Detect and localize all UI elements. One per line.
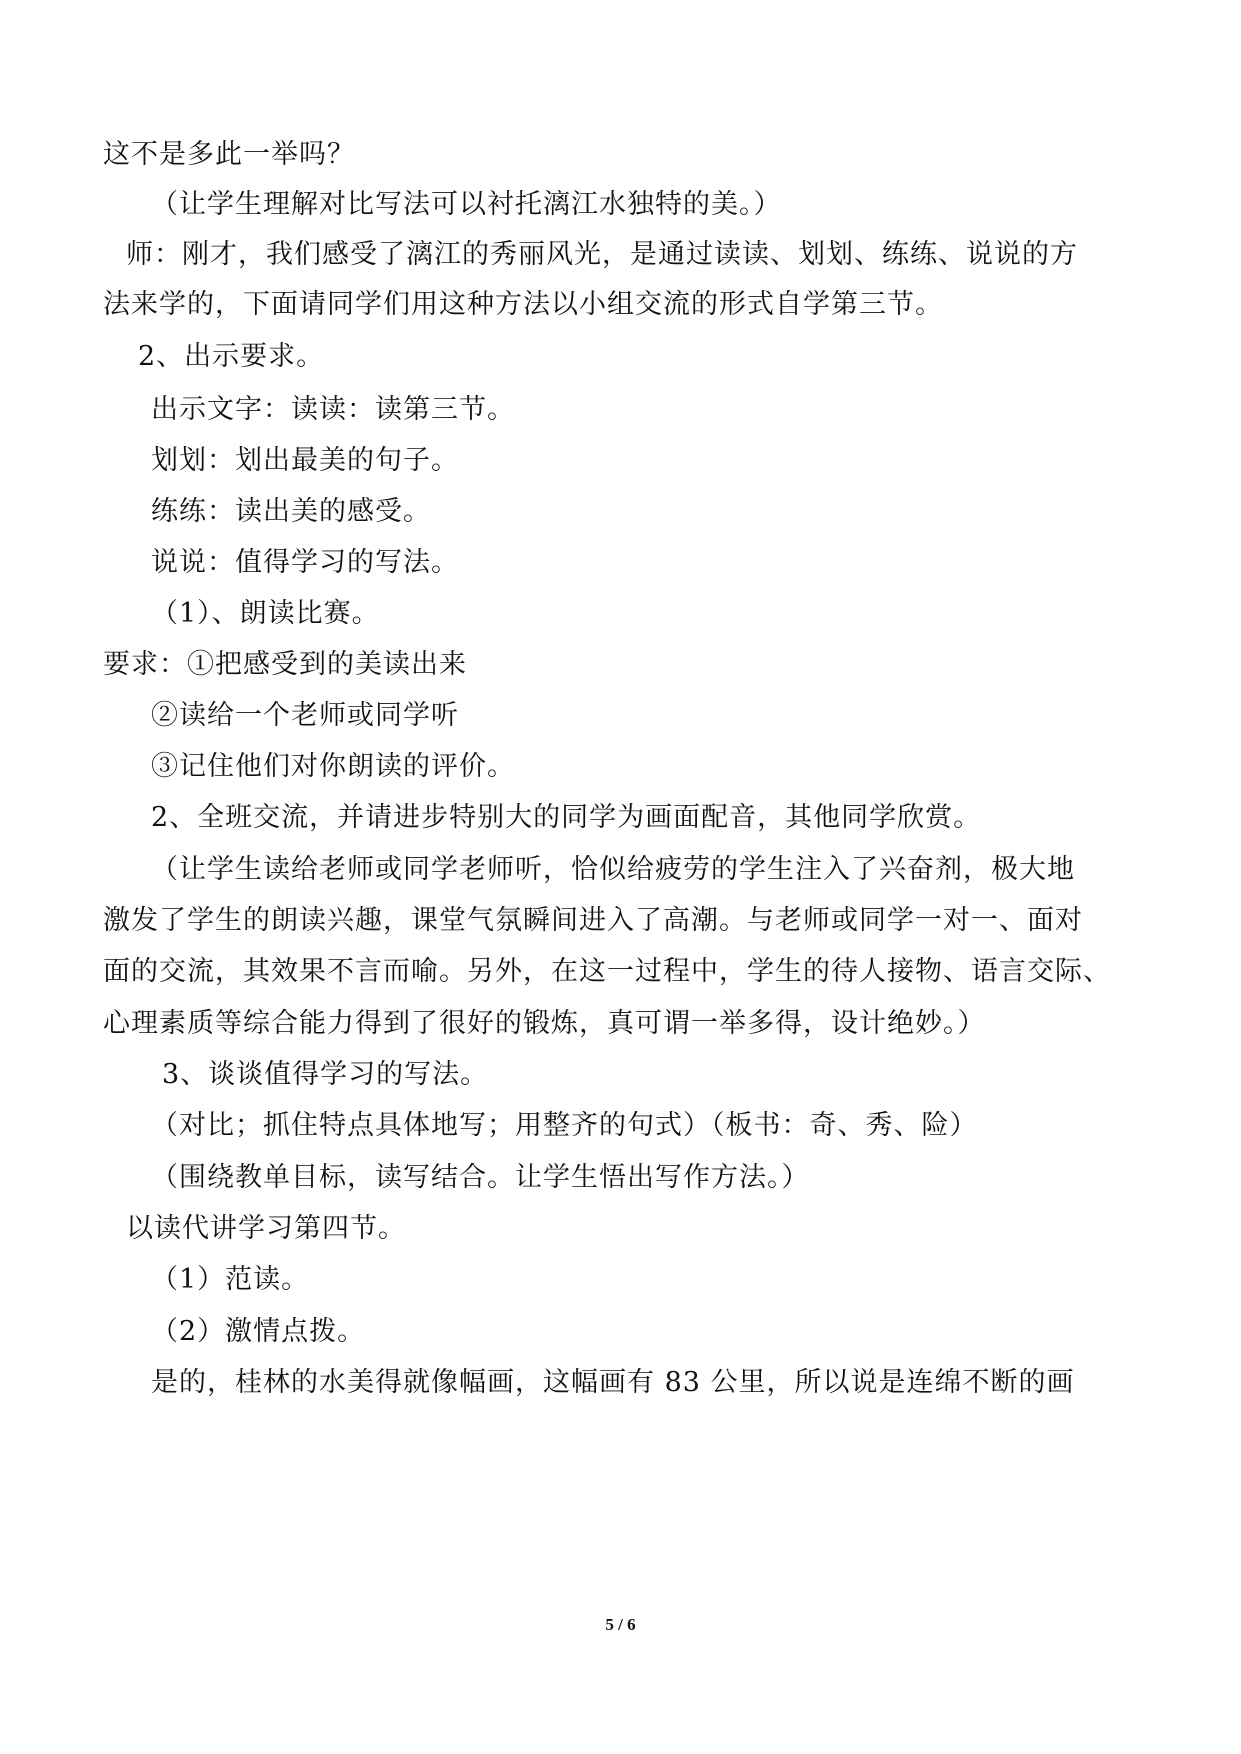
text-line: 心理素质等综合能力得到了很好的锻炼，真可谓一举多得，设计绝妙。）: [103, 1008, 986, 1039]
text-line: 这不是多此一举吗？: [103, 139, 355, 170]
text-line: （1）范读。: [151, 1264, 310, 1295]
text-line: 要求：①把感受到的美读出来: [103, 649, 467, 680]
text-line: 3、谈谈值得学习的写法。: [162, 1059, 489, 1090]
text-line: 以读代讲学习第四节。: [126, 1213, 406, 1244]
text-line: 出示文字：读读：读第三节。: [151, 394, 515, 425]
text-line: （让学生读给老师或同学老师听，恰似给疲劳的学生注入了兴奋剂，极大地: [151, 854, 1075, 885]
text-line: ②读给一个老师或同学听: [151, 700, 459, 731]
text-line: 2、出示要求。: [138, 341, 325, 372]
text-line: 划划：划出最美的句子。: [151, 445, 459, 476]
text-line: 说说：值得学习的写法。: [151, 547, 459, 578]
text-line: （2）激情点拨。: [151, 1316, 366, 1347]
text-line: 2、全班交流，并请进步特别大的同学为画面配音，其他同学欣赏。: [151, 802, 982, 833]
text-line: 面的交流，其效果不言而喻。另外，在这一过程中，学生的待人接物、语言交际、: [103, 956, 1111, 987]
text-line: 激发了学生的朗读兴趣，课堂气氛瞬间进入了高潮。与老师或同学一对一、面对: [103, 905, 1083, 936]
text-line: （让学生理解对比写法可以衬托漓江水独特的美。）: [151, 189, 782, 220]
page-number: 5 / 6: [605, 1615, 636, 1634]
text-line: 是的，桂林的水美得就像幅画，这幅画有 83 公里，所以说是连绵不断的画: [151, 1367, 1075, 1398]
text-line: 师：刚才，我们感受了漓江的秀丽风光，是通过读读、划划、练练、说说的方: [126, 239, 1078, 270]
text-line: ③记住他们对你朗读的评价。: [151, 751, 515, 782]
text-line: 练练：读出美的感受。: [151, 496, 431, 527]
text-line: 法来学的，下面请同学们用这种方法以小组交流的形式自学第三节。: [103, 289, 943, 320]
text-line: （对比；抓住特点具体地写；用整齐的句式）（板书：奇、秀、险）: [151, 1110, 978, 1141]
text-line: （围绕教单目标，读写结合。让学生悟出写作方法。）: [151, 1162, 810, 1193]
text-line: （1）、朗读比赛。: [151, 598, 380, 629]
